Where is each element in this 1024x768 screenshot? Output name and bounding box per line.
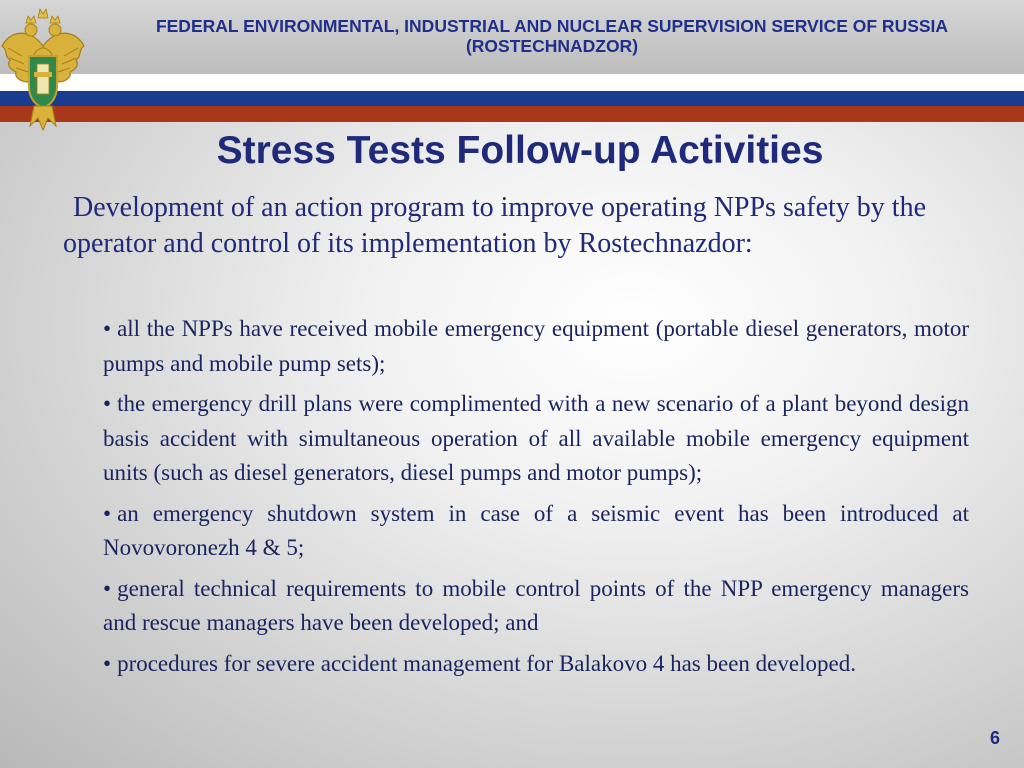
list-item [103, 497, 969, 566]
list-item [103, 647, 969, 682]
flag-stripe-blue [0, 91, 1024, 106]
slide-title: Stress Tests Follow-up Activities [216, 129, 824, 172]
flag-stripe-white [0, 74, 1024, 91]
list-item-text: the emergency drill plans were complimented with a new scenario of a plant beyond design basis accident with simultaneous operation of all available mobile emergency equipment units (such as diesel generators, diesel pumps and motor pumps); [103, 391, 969, 485]
bullet-glyph: • [103, 650, 112, 676]
list-item-text: procedures for severe accident management for Balakovo 4 has been developed. [117, 650, 856, 676]
list-item [103, 387, 969, 491]
list-item-text: an emergency shutdown system in case of a seismic event has been introduced at Novovoronezh 4 & 5; [103, 500, 969, 560]
bullet-glyph: • [103, 500, 112, 526]
bullet-list [103, 312, 969, 687]
bullet-glyph: • [103, 575, 112, 601]
intro-paragraph: Development of an action program to improve operating NPPs safety by the operator and control of its implementation by Rostechnazdor: [63, 192, 927, 259]
double-headed-eagle-emblem-icon [0, 6, 86, 132]
list-item-text: all the NPPs have received mobile emergency equipment (portable diesel generators, motor pumps and mobile pump sets); [103, 316, 969, 376]
bullet-glyph: • [103, 391, 112, 416]
list-item-text: general technical requirements to mobile control points of the NPP emergency managers and rescue managers have been developed; and [103, 575, 969, 635]
list-item [103, 312, 969, 381]
organization-name-line1: FEDERAL ENVIRONMENTAL, INDUSTRIAL AND NUCLEAR SUPERVISION SERVICE OF RUSSIA [155, 16, 949, 36]
page-number: 6 [989, 728, 1000, 748]
organization-name-line2: (ROSTECHNADZOR) [465, 36, 639, 56]
bullet-glyph: • [103, 316, 112, 341]
flag-stripe-red [0, 106, 1024, 122]
list-item [103, 572, 969, 641]
organization-name [90, 16, 1014, 56]
